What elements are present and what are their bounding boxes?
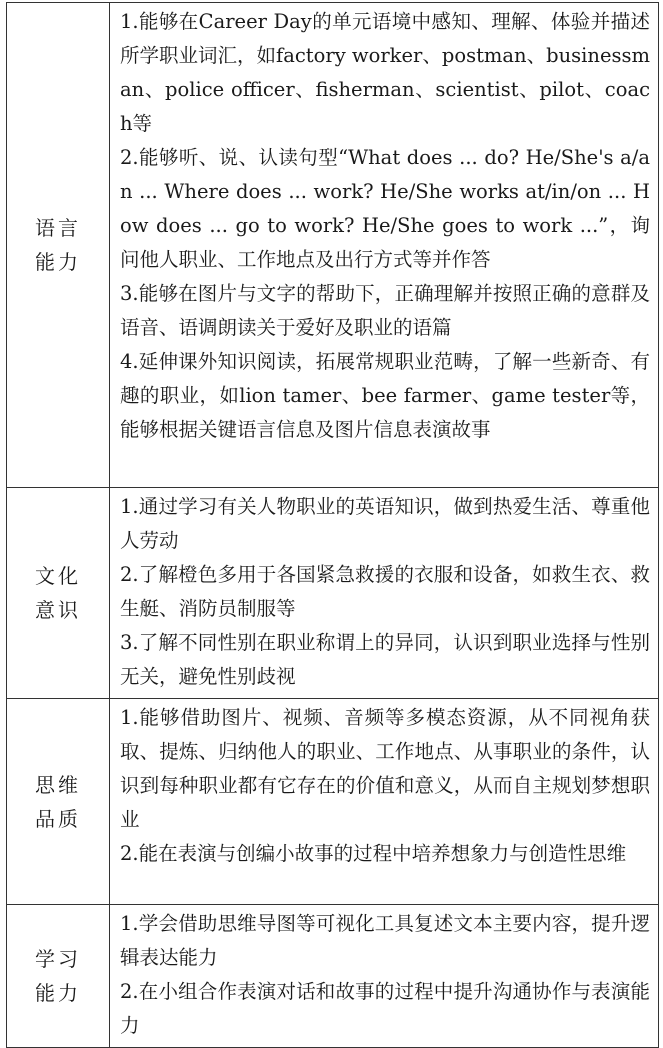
content-cell: [110, 905, 659, 1048]
category-cell: [7, 905, 110, 1048]
category-cell: [7, 488, 110, 699]
category-cell: [7, 699, 110, 905]
objectives-table: [6, 2, 659, 1048]
table-row-cultural-awareness: [7, 488, 659, 699]
objective-item: 1.学会借助思维导图等可视化工具复述文本主要内容，提升逻辑表达能力: [120, 912, 650, 969]
category-label-line2: 品质: [35, 806, 81, 831]
category-cell: [7, 3, 110, 488]
objective-item: 1.能够借助图片、视频、音频等多模态资源，从不同视角获取、提炼、归纳他人的职业、工作地点、从事职业的条件，认识到每种职业都有它存在的价值和意义，从而自主规划梦想职业: [120, 706, 650, 831]
table-row-language-ability: [7, 3, 659, 488]
objective-item: 2.了解橙色多用于各国紧急救援的衣服和设备，如救生衣、救生艇、消防员制服等: [120, 563, 650, 620]
table-row-learning-ability: [7, 905, 659, 1048]
objective-item: 4.延伸课外知识阅读，拓展常规职业范畴，了解一些新奇、有趣的职业，如lion tamer、bee farmer、game tester等，能够根据关键语言信息及图片信息表演故事: [120, 350, 650, 441]
category-label-line1: 思维: [35, 772, 81, 797]
category-label-line1: 文化: [35, 564, 81, 588]
category-label-line2: 能力: [35, 981, 81, 1005]
content-cell: [110, 3, 659, 488]
objective-item: 1.能够在Career Day的单元语境中感知、理解、体验并描述所学职业词汇，如factory worker、postman、businessman、police officer、fisherman、scientist、pilot、coach等: [120, 10, 650, 135]
table-row-thinking-quality: [7, 699, 659, 905]
category-label-line2: 能力: [35, 250, 81, 274]
content-cell: [110, 488, 659, 699]
objective-item: 3.了解不同性别在职业称谓上的异同，认识到职业选择与性别无关，避免性别歧视: [120, 631, 650, 688]
category-label-line1: 学习: [35, 947, 81, 971]
category-label-line2: 意识: [35, 598, 81, 622]
category-label-line1: 语言: [35, 216, 81, 240]
content-cell: [110, 699, 659, 905]
objective-item: 2.能在表演与创编小故事的过程中培养想象力与创造性思维: [120, 842, 627, 865]
objective-item: 3.能够在图片与文字的帮助下，正确理解并按照正确的意群及语音、语调朗读关于爱好及职业的语篇: [120, 282, 650, 339]
objective-item: 2.能够听、说、认读句型“What does ... do? He/She's a/an ... Where does ... work? He/She works at/in/on ... How does ... go to work? He/She goes to work ...”，询问他人职业、工作地点及出行方式等并作答: [120, 146, 650, 271]
objective-item: 1.通过学习有关人物职业的英语知识，做到热爱生活、尊重他人劳动: [120, 495, 650, 552]
objective-item: 2.在小组合作表演对话和故事的过程中提升沟通协作与表演能力: [120, 980, 650, 1037]
